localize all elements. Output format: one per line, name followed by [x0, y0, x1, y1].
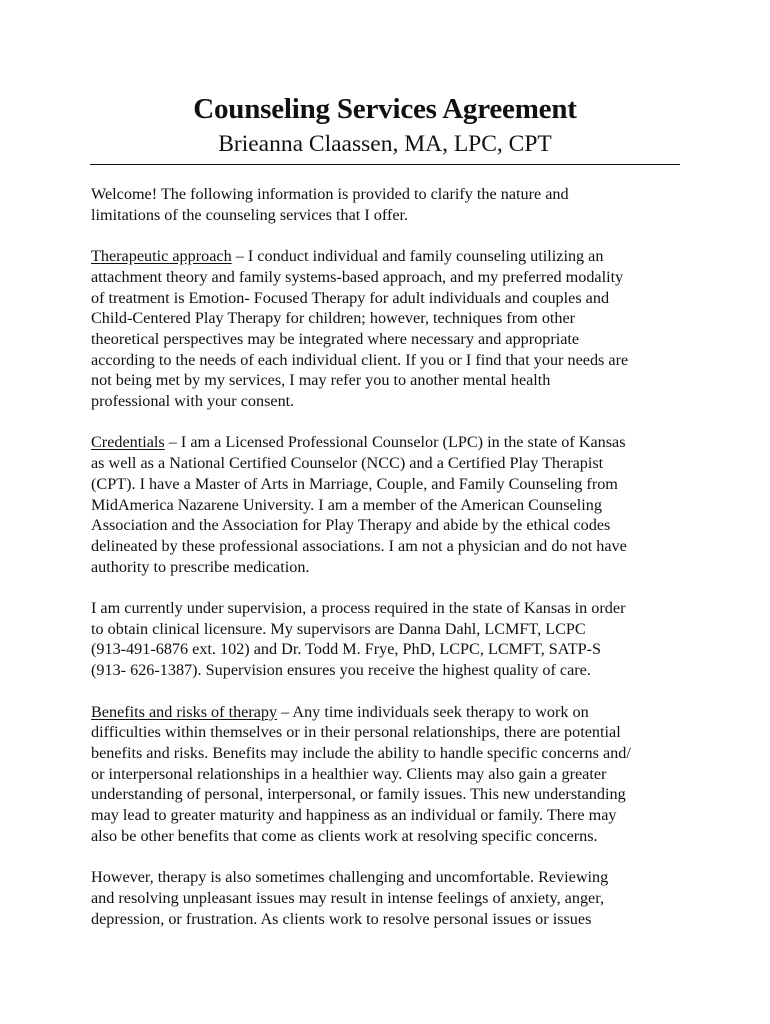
benefits-risks-first-line-text: – Any time individuals seek therapy to work on: [277, 702, 589, 721]
challenges-line: and resolving unpleasant issues may result in intense feelings of anxiety, anger,: [91, 888, 605, 907]
document-subtitle: Brieanna Claassen, MA, LPC, CPT: [218, 131, 552, 157]
challenges-line: However, therapy is also sometimes challenging and uncomfortable. Reviewing: [91, 868, 609, 887]
supervision-line: to obtain clinical licensure. My supervisors are Danna Dahl, LCMFT, LCPC: [91, 619, 586, 638]
credentials-line: as well as a National Certified Counselor (NCC) and a Certified Play Therapist: [91, 454, 604, 473]
therapeutic-approach-line: attachment theory and family systems-based approach, and my preferred modality: [91, 267, 624, 286]
therapeutic-approach-heading: Therapeutic approach: [91, 247, 232, 266]
title-divider: [90, 164, 680, 165]
supervision-paragraph: [91, 598, 691, 681]
supervision-line: I am currently under supervision, a process required in the state of Kansas in order: [91, 599, 626, 618]
credentials-paragraph: [91, 432, 691, 577]
credentials-line: (CPT). I have a Master of Arts in Marriage, Couple, and Family Counseling from: [91, 474, 618, 493]
therapeutic-approach-line: professional with your consent.: [91, 392, 295, 411]
therapeutic-approach-line: according to the needs of each individual client. If you or I find that your needs are: [91, 350, 629, 369]
therapeutic-approach-first-line-text: – I conduct individual and family counseling utilizing an: [231, 247, 604, 266]
benefits-risks-line: difficulties within themselves or in their personal relationships, there are potential: [91, 723, 621, 742]
credentials-line: Association and the Association for Play Therapy and abide by the ethical codes: [91, 516, 611, 535]
supervision-line: (913- 626-1387). Supervision ensures you receive the highest quality of care.: [91, 661, 591, 680]
benefits-risks-paragraph: [91, 702, 691, 847]
credentials-first-line-text: – I am a Licensed Professional Counselor (LPC) in the state of Kansas: [164, 433, 626, 452]
intro-line: Welcome! The following information is provided to clarify the nature and: [91, 185, 569, 203]
document-body: [91, 184, 691, 950]
benefits-risks-line: benefits and risks. Benefits may include the ability to handle specific concerns and/: [91, 743, 631, 762]
credentials-heading: Credentials: [91, 433, 165, 452]
intro-line: limitations of the counseling services that I offer.: [91, 205, 409, 224]
therapeutic-approach-line: theoretical perspectives may be integrated where necessary and appropriate: [91, 329, 580, 348]
document-title: Counseling Services Agreement: [193, 93, 577, 125]
benefits-risks-heading: Benefits and risks of therapy: [91, 702, 278, 721]
challenges-line: depression, or frustration. As clients work to resolve personal issues or issues: [91, 909, 592, 928]
therapeutic-approach-first-line: [91, 246, 691, 267]
benefits-risks-line: may lead to greater maturity and happiness as an individual or family. There may: [91, 806, 617, 825]
credentials-line: delineated by these professional associations. I am not a physician and do not have: [91, 536, 627, 555]
intro-paragraph: [91, 184, 691, 225]
therapeutic-approach-line: of treatment is Emotion- Focused Therapy for adult individuals and couples and: [91, 288, 610, 307]
credentials-line: authority to prescribe medication.: [91, 557, 310, 576]
credentials-line: MidAmerica Nazarene University. I am a member of the American Counseling: [91, 495, 602, 514]
benefits-risks-line: understanding of personal, interpersonal, or family issues. This new understanding: [91, 785, 626, 804]
therapeutic-approach-line: Child-Centered Play Therapy for children; however, techniques from other: [91, 309, 576, 328]
benefits-risks-line: also be other benefits that come as clients work at resolving specific concerns.: [91, 826, 598, 845]
supervision-line: (913-491-6876 ext. 102) and Dr. Todd M. Frye, PhD, LCPC, LCMFT, SATP-S: [91, 640, 601, 659]
benefits-risks-first-line: [91, 702, 691, 723]
therapeutic-approach-paragraph: [91, 246, 691, 412]
challenges-paragraph: [91, 867, 691, 929]
therapeutic-approach-line: not being met by my services, I may refer you to another mental health: [91, 371, 551, 390]
credentials-first-line: [91, 432, 691, 453]
benefits-risks-line: or interpersonal relationships in a healthier way. Clients may also gain a greater: [91, 764, 607, 783]
